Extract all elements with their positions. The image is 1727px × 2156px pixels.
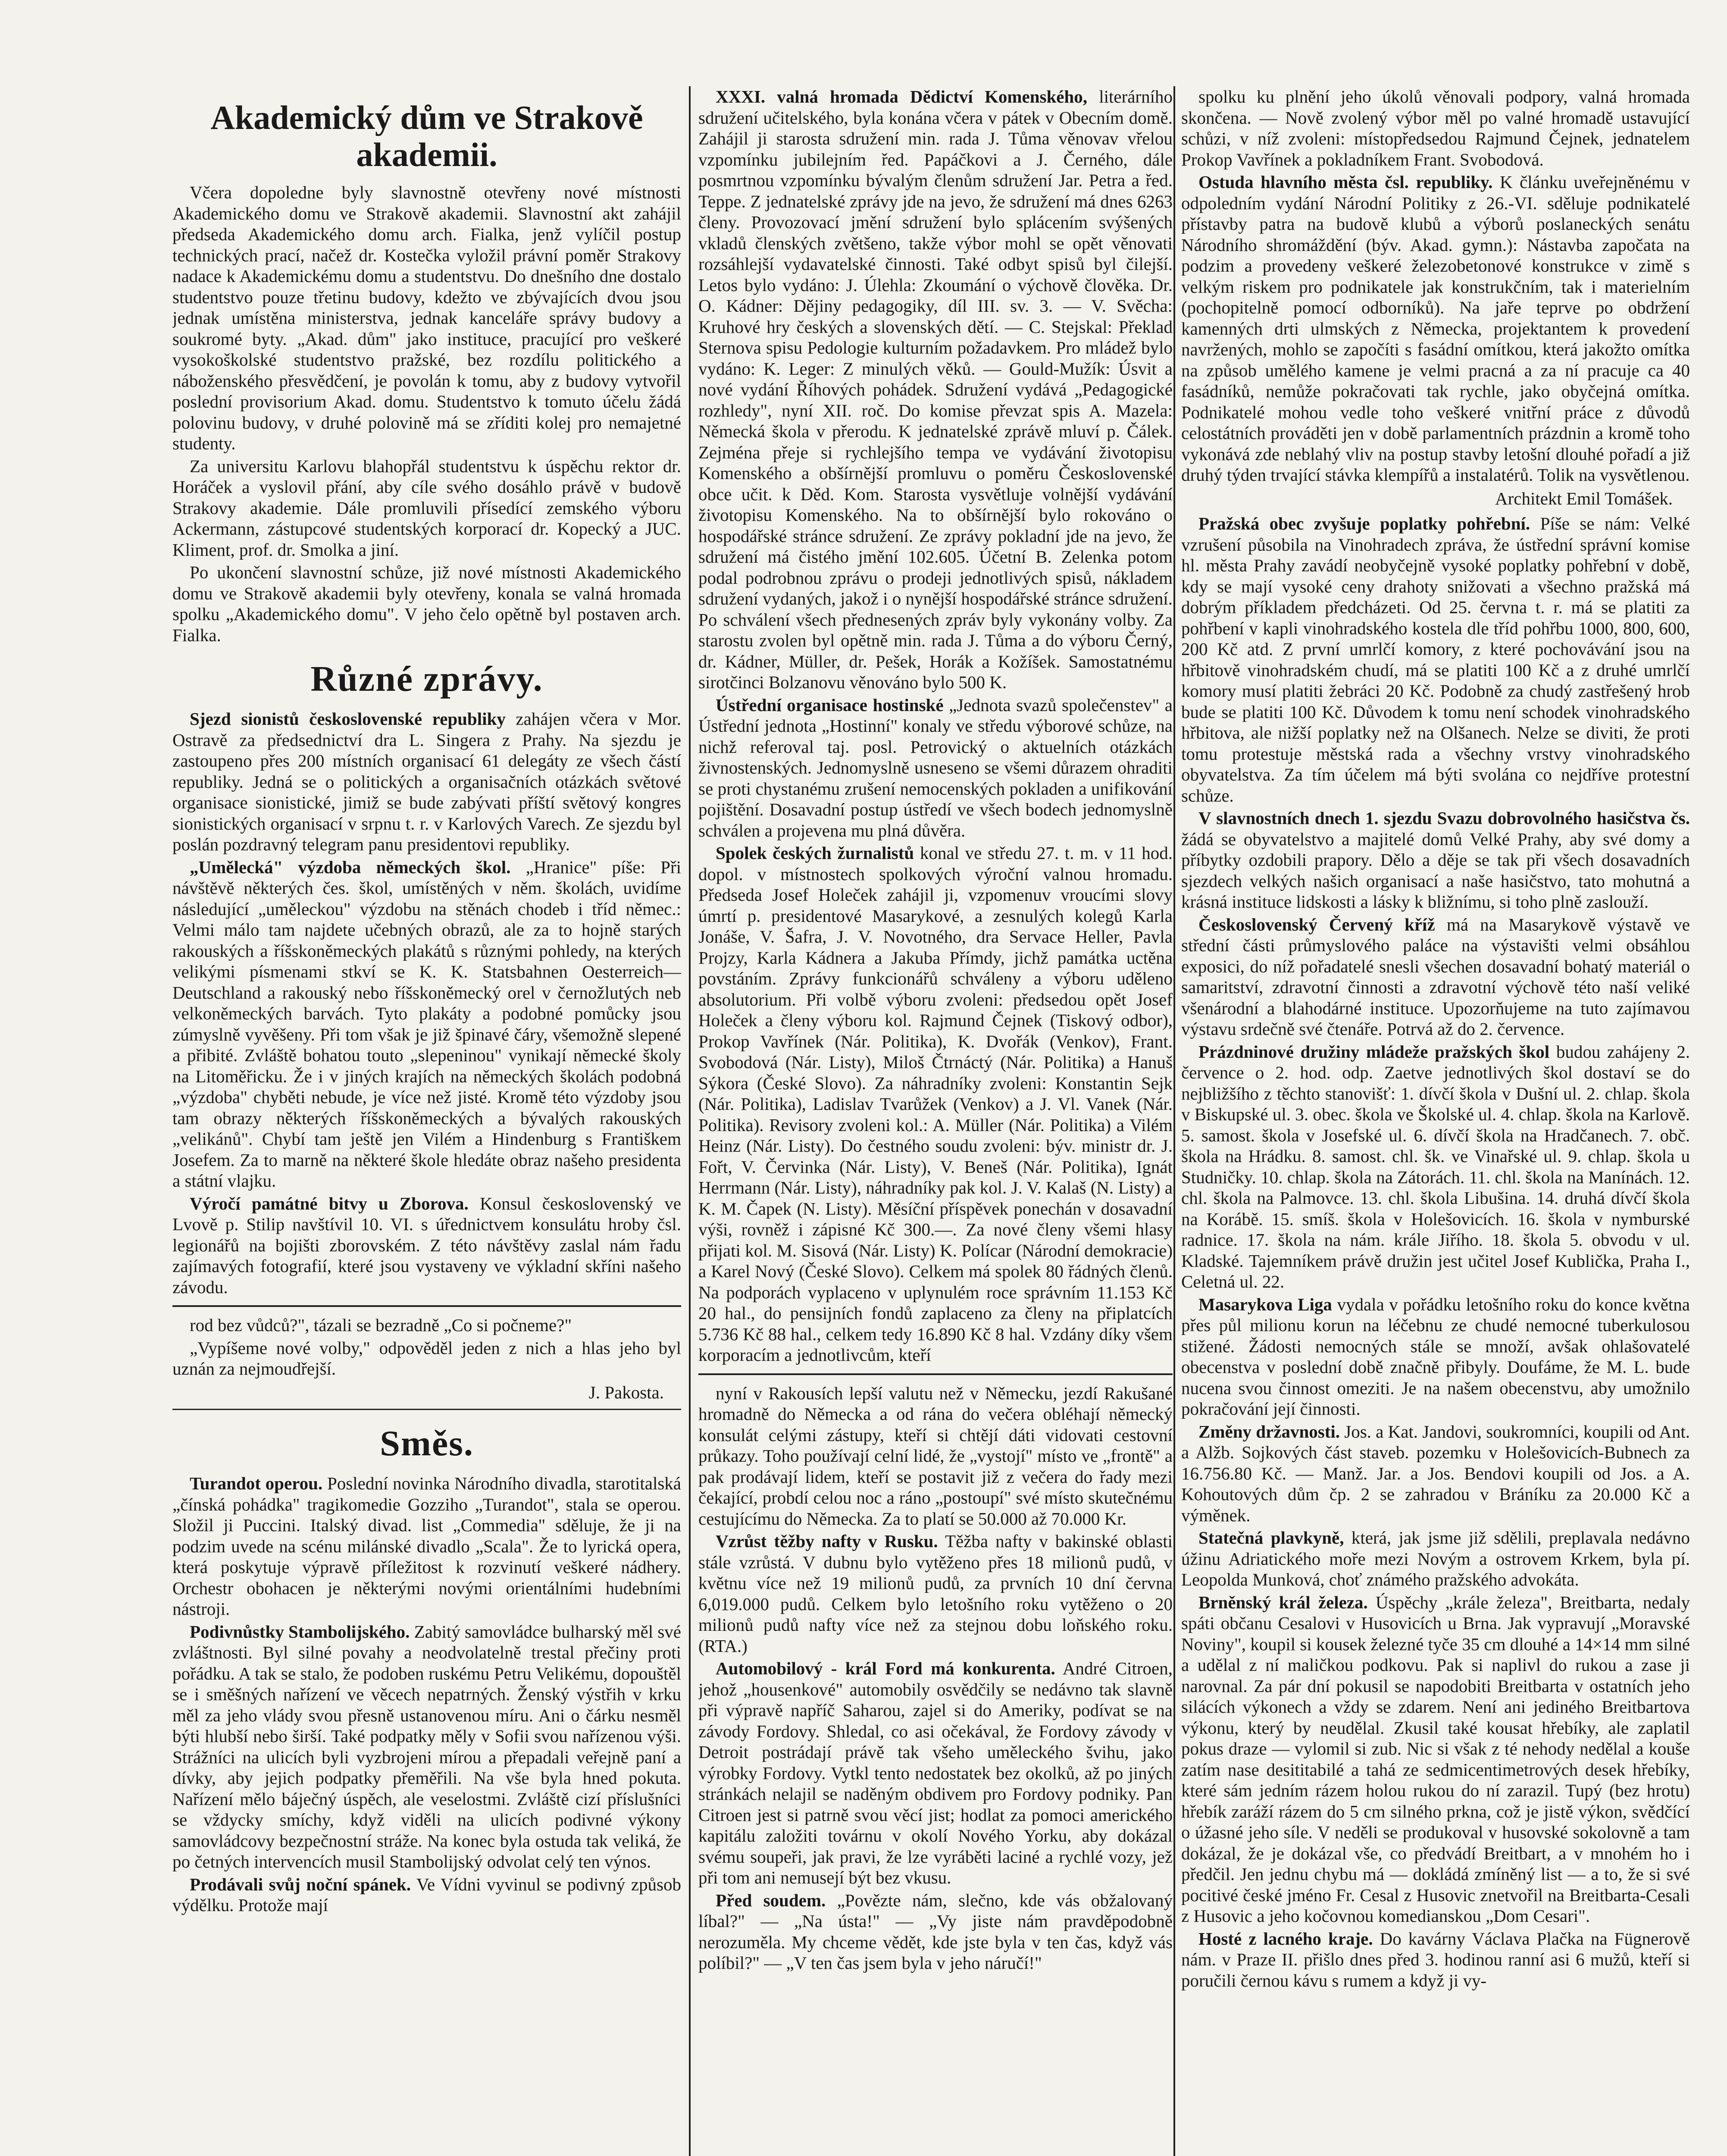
paragraph: Výročí památné bitvy u Zborova. Konsul československý ve Lvově p. Stilip navštívil 10. VI. s úřednictvem konsulátu hroby čsl. legionářů na bojišti zborovském. Z této návštěvy zaslal nám řadu zajímavých fotografií, které jsou vystaveny ve výkladní skříni našeho závodu. [172, 1193, 681, 1297]
paragraph: nyní v Rakousích lepší valutu než v Německu, jezdí Rakušané hromadně do Německa a od rána do večera obléhají německý konsulát celými zástupy, kteří si chtějí dáti vidovati cestovní průkazy. Toho používají celní lidé, že „vystojí" místo ve „frontě" a pak prodávají lidem, kteří se postavit již z večera do řady mezi čekající, probdí celou noc a ráno „postoupí" své místo skutečnému cestujícímu do Německa. Za to platí se 50.000 až 70.000 Kr. [698, 1383, 1173, 1529]
paragraph: Před soudem. „Povězte nám, slečno, kde vás obžalovaný líbal?" — „Na ústa!" — „Vy jiste nám pravděpodobně nerozuměla. My chceme vědět, kde jste byla v ten čas, když vás políbil?" — „V ten čas jsem byla v jeho náručí!" [698, 1890, 1173, 1973]
item-lead: Prodávali svůj noční spánek. [190, 1874, 411, 1894]
item-lead: Automobilový - král Ford má konkurenta. [716, 1658, 1055, 1678]
item-lead: Sjezd sionistů československé republiky [190, 709, 506, 729]
paragraph: spolku ku plnění jeho úkolů věnovali podpory, valná hromada skončena. — Nově zvolený výbor měl po valné hromadě ustavující schůzi, v níž zvoleni: místopředsedou Rajmund Čejnek, jednatelem Prokop Vavřínek a pokladníkem Frant. Svobodová. [1181, 87, 1690, 169]
paragraph: Vzrůst těžby nafty v Rusku. Těžba nafty v bakinské oblasti stále vzrůstá. V dubnu bylo vytěženo přes 18 milionů pudů, v květnu více než 19 milionů pudů, za prvních 10 dní června 6,019.000 pudů. Celkem bylo letošního roku vytěženo o 20 milionů pudů nafty více než za stejnou dobu loňského roku. (RTA.) [698, 1531, 1173, 1656]
paragraph: Za universitu Karlovu blahopřál studentstvu k úspěchu rektor dr. Horáček a vyslovil přání, aby cíle svého dosáhlo právě v budově Strakovy akademie. Dále promluvili přísedící zemského výboru Ackermann, zástupcové studentských korporací dr. Kopecký a JUC. Kliment, prof. dr. Smolka a jiní. [172, 456, 681, 560]
section-heading: Směs. [380, 1423, 474, 1463]
paragraph: V slavnostních dnech 1. sjezdu Svazu dobrovolného hasičstva čs. žádá se obyvatelstvo a majitelé domů Velké Prahy, aby své domy a příbytky ozdobili prapory. Dělo a děje se tak při všech dosavadních sjezdech velkých našich organisací a naše hasičstvo, tato mohutná a krásná instituce lidskosti a lásky k bližnímu, si toho plně zaslouží. [1181, 808, 1690, 912]
signature: J. Pakosta. [588, 1382, 664, 1402]
paragraph: Brněnský král železa. Úspěchy „krále železa", Breitbarta, nedaly spáti občanu Cesalovi v Husovicích u Brna. Jak vypravují „Moravské Noviny", koupil si kousek železné tyče 35 cm dlouhé a 14×14 mm silné a udělal z ní maličkou podkovu. Pak si naplivl do rukou a zase ji narovnal. Za pár dní pokusil se napodobiti Breitbarta v ostatních jeho silácích výkonech a vždy se zdarem. Není ani jediného Breitbartova výkonu, který by neudělal. Zkusil také kousat hřebíky, ale zaplatil pokus draze — vylomil si zub. Nic si však z té nehody nedělal a kouše zatím nase desititabilé a tahá ze sedmicentimetrových desek hřebíky, které sám jedním rázem holou rukou do ní zarazil. Tupý (bez hrotu) hřebík zaráží rázem do 5 cm silného prkna, což je jistě výkon, svědčící o úžasné jeho síle. V neděli se produkoval v husovské sokolovně a tam dokázal, že je dokázal vše, co předvádí Breitbart, a v mnohém ho i předčil. Jen jednu chybu má — dokládá zmíněný list — a to, že si své pocitivé české jméno Fr. Cesal z Husovic znetvořil na Breitbarta-Cesali z Husovic a jeho kočovnou komedianskou „Dom Cesari". [1181, 1592, 1690, 1926]
paragraph: Pražská obec zvyšuje poplatky pohřební. Píše se nám: Velké vzrušení působila na Vinohradech zpráva, že ústřední správní komise hl. města Prahy zavádí neobyčejně vysoké poplatky pohřební v době, kdy se mají vysoké ceny drahoty snižovati a všechno pražská má dobrým příkladem předcházeti. Od 25. června t. r. má se platiti za pohřbení v kapli vinohradského kostela dle tříd pohřbu 1000, 800, 600, 200 Kč atd. Z první umrlčí komory, z které pochovávání jsou na hřbitově vinohradském chudí, má se platiti 100 Kč a z druhé umrlčí komory musí platiti žebráci 20 Kč. Podobně za chudý zastřešený hrob bude se platiti 100 Kč. Důvodem k tomu není schodek vinohradského hřbitova, ale nižší poplatky než na Olšanech. Nelze se diviti, že proti tomu protestuje městská rada a všechny vrstvy vinohradského obyvatelstva. Za tím účelem má býti svolána co nejdříve protestní schůze. [1181, 514, 1690, 805]
item-lead: Před soudem. [716, 1890, 826, 1910]
item-lead: Statečná plavkyně, [1198, 1528, 1344, 1548]
paragraph: Automobilový - král Ford má konkurenta. André Citroen, jehož „housenkové" automobily osvědčily se nedávno tak slavně při výpravě napříč Saharou, zajel si do Ameriky, podívat se na závody Fordovy. Shledal, co asi očekával, že Fordovy závody v Detroit postrádají právě tak všeho uměleckého švihu, jako výrobky Fordovy. Vytkl tento nedostatek bez okolků, až po jiných stránkách nelajil se naděným obdivem pro Fordovy podniky. Pan Citroen jest si patrně svou věcí jist; hodlat za pomoci amerického kapitálu založiti továrnu v okolí Nového Yorku, aby dokázal svému soupeři, jak pravi, že lze vyráběti laciné a rychlé vozy, jež při tom ani nemusejí být bez vkusu. [698, 1658, 1173, 1887]
item-lead: Masarykova Liga [1198, 1294, 1332, 1314]
item-lead: Výročí památné bitvy u Zborova. [190, 1193, 469, 1213]
item-lead: Brněnský král železa. [1198, 1592, 1368, 1612]
item-lead: Ústřední organisace hostinské [716, 695, 944, 715]
paragraph: Podivnůstky Stambolijského. Zabitý samovládce bulharský měl své zvláštnosti. Byl silné povahy a neodvolatelně trestal přečiny proti pořádku. A tak se stalo, že podoben ruskému Petru Velikému, dopouštěl se i směšných nařízení ve věcech nepatrných. Ženský výstřih v krku měl za jeho vlády svou přesně ustanovenou míru. Ani o čárku nesměl býti hlubší nebo širší. Také podpatky měly v Sofii svou nařízenou výši. Strážníci na ulicích byli vyzbrojeni mírou a přepadali veřejně paní a dívky, aby jejich podpatky přeměřili. Na vše byla hned pokuta. Nařízení mělo báječný úspěch, ale veselostmi. Zvláště cizí příslušníci se vždycky smíchy, když viděli na ulicích podivné výkony samovládcovy bezpečnostní stráže. Na konec byla ostuda tak veliká, že po četných intervencích musil Stambolijský odvolat celý ten výnos. [172, 1621, 681, 1871]
item-lead: Podivnůstky Stambolijského. [190, 1621, 410, 1642]
article-headline: Akademický dům ve Strakově akademii. [210, 99, 643, 173]
section-heading: Různé zprávy. [310, 659, 543, 699]
paragraph: Prodávali svůj noční spánek. Ve Vídni vyvinul se podivný způsob výdělku. Protože mají [172, 1874, 681, 1915]
item-lead: Pražská obec zvyšuje poplatky pohřební. [1198, 514, 1530, 533]
item-lead: V slavnostních dnech 1. sjezdu Svazu dobrovolného hasičstva čs. [1198, 808, 1690, 828]
paragraph: XXXI. valná hromada Dědictví Komenského, literárního sdružení učitelského, byla konána včera v pátek v Obecním domě. Zahájil ji starosta sdružení min. rada J. Tůma věnovav vřelou vzpomínku jubilejním řed. Papáčkovi a J. Černého, dále posmrtnou vzpomínku bývalým členům sdružení Jar. Petra a řed. Teppe. Z jednatelské zprávy jde na jevo, že sdružení má dnes 6263 členy. Provozovací jmění sdružení bylo splácením svýšených vkladů členských zvětšeno, takže výbor mohl se opět věnovati rozsáhlejší vydavatelské činnosti. Také odbyt spisů byl čilejší. Letos bylo vydáno: J. Úlehla: Zkoumání o výchově člověka. Dr. O. Kádner: Dějiny pedagogiky, díl III. sv. 3. — V. Svěcha: Kruhové hry českých a slovenských dětí. — C. Stejskal: Překlad Sternova spisu Pedologie kulturním požadavkem. Pro mládež bylo vydáno: K. Leger: Z minulých věků. — Gould-Mužík: Úsvit a nové vydání Říhových pohádek. Sdružení vydává „Pedagogické rozhledy", nyní XII. roč. Do komise převzat spis A. Mazela: Německá škola v přerodu. K jednatelské zprávě mluví p. Čálek. Zejména přeje si rychlejšího tempa ve vydávání životopisu Komenského a obšírnější promluvu o poměru Československé obce učit. k Děd. Kom. Starosta vysvětluje volnější vydávání životopisu Komenského. Na to obšírnější bylo rokováno o hospodářské stránce sdružení. Ze zprávy pokladní jde na jevo, že sdružení má čistého jmění 102.605. Účetní B. Zelenka potom podal podrobnou zprávu o prodeji jednotlivých spisů, nákladem sdružení vydaných, jakož i o nynější hospodářské stránce sdružení. Po schválení všech přednesených zpráv byly vykonány volby. Za starostu zvolen byl opětně min. rada J. Tůma a do výboru Černý, dr. Kádner, Müller, dr. Pešek, Horák a Kožíšek. Samostatnému sirotčinci Bolzanovu věnováno bylo 500 K. [698, 87, 1173, 692]
item-lead: Ostuda hlavního města čsl. republiky. [1198, 172, 1493, 192]
paragraph: Změny državnosti. Jos. a Kat. Jandovi, soukromníci, koupili od Ant. a Alžb. Sojkových část staveb. pozemku v Holešovicích-Bubnech za 16.756.80 Kč. — Manž. Jar. a Jos. Bendovi koupili od Jos. a A. Kohoutových dům čp. 2 se zahradou v Bráníku za 20.000 Kč a výměnek. [1181, 1421, 1690, 1525]
item-lead: Změny državnosti. [1198, 1421, 1340, 1442]
paragraph: Statečná plavkyně, která, jak jsme již sdělili, preplavala nedávno úžinu Adriatického moře mezi Novým a ostrovem Krkem, byla pí. Leopolda Munková, choť známého pražského advokáta. [1181, 1528, 1690, 1589]
item-lead: „Umělecká" výzdoba německých škol. [190, 857, 511, 877]
paragraph: „Umělecká" výzdoba německých škol. „Hranice" píše: Při návštěvě některých čes. škol, umístěných v něm. školách, uvidíme následující „uměleckou" výzdobu na stěnách chodeb i tříd němec.: Velmi málo tam najdete učebných obrazů, ale za to hojně starých rakouských a říšskoněmeckých plakátů s různými pohledy, na kterých velikými písmenami stkví se K. K. Statsbahnen Oesterreich—Deutschland a rakouský nebo říšskoněmecký orel v černožlutých neb velkoněmeckých barvách. Tyto plakáty a podobné pomůcky jsou zúmyslně vyvěšeny. Při tom však je již špinavé čáry, všemožně slepené a přibité. Zvláště bohatou touto „slepeninou" vynikají německé školy na Litoměřicku. Že i v jiných krajích na německých školách podobná „výzdoba" chyběti nebude, je více než jisté. Kromě této výzdoby jsou tam obrazy některých říšskoněmeckých a bývalých rakouských „velikánů". Chybí tam ještě jen Vilém a Hindenburg s Františkem Josefem. Za to marně na některé škole hledáte obraz našeho presidenta a státní vlajku. [172, 857, 681, 1191]
paragraph: „Vypíšeme nové volby," odpověděl jeden z nich a hlas jeho byl uznán za nejmoudřejší. [172, 1338, 681, 1379]
paragraph: Hosté z lacného kraje. Do kavárny Václava Plačka na Fügnerově nám. v Praze II. přišlo dnes před 3. hodinou ranní asi 6 mužů, kteří si poručili černou kávu s rumem a když ji vy- [1181, 1928, 1690, 1990]
paragraph: Ostuda hlavního města čsl. republiky. K článku uveřejněnému v odpoledním vydání Národní Politiky z 26.-VI. sděluje podnikatelé přístavby patra na budově klubů a výborů poslaneckých senátu Národního shromáždění (býv. Akad. gymn.): Nástavba započata na podzim a provedeny veškeré železobetonové konstrukce v zimě s velkým riskem pro podnikatele jak konstrukčním, tak i materielním (pochopitelně pomocí odborníků). Na jaře teprve po obdržení kamenných drti ulmských z Německa, projektantem k provedení navržených, mohlo se započíti s fasádní omítkou, která jakožto omítka na způsob umělého kamene je velmi pracná a za ní pracuje ca 40 fasádníků, nemůže pokračovati tak rychle, jako obyčejná omítka. Podnikatelé mohou vedle toho veškeré vnitřní práce z důvodů celostátních prováděti jen v době parlamentních prázdnin a kromě toho vykonává zde neblahý vliv na postup stavby letošní dlouhé pořadí a již druhý týden trvající stávka klempířů a instalatérů. Tolik na vysvětlenou. [1181, 172, 1690, 485]
divider [698, 1373, 1173, 1375]
paragraph: Prázdninové družiny mládeže pražských škol budou zahájeny 2. července o 2. hod. odp. Zaetve jednotlivých škol dostaví se do nejbližšího z těchto stanovišť: 1. dívčí škola v Dušní ul. 2. chlap. škola v Biskupské ul. 3. obec. škola ve Školské ul. 4. chlap. škola na Karlově. 5. samost. škola v Josefské ul. 6. dívčí škola na Hradčanech. 7. obč. škola na Hrádku. 8. samost. chl. šk. ve Vinařské ul. 9. chlap. škola u Studničky. 10. chlap. škola na Zátorách. 11. chl. škola na Manínách. 12. chl. škola na Palmovce. 13. chl. škola Libušina. 14. druhá dívčí škola na Korábě. 15. smíš. škola v Holešovicích. 16. škola v nymburské radnice. 17. škola na nám. krále Jiřího. 18. škola 5. obvodu v ul. Kladské. Tajemníkem právě družin jest učitel Josef Kublička, Praha I., Celetná ul. 22. [1181, 1041, 1690, 1291]
paragraph: Včera dopoledne byly slavnostně otevřeny nové místnosti Akademického domu ve Strakově akademii. Slavnostní akt zahájil předseda Akademického domu arch. Fialka, jenž vylíčil postup technických prací, načež dr. Kostečka vyložil právní poměr Strakovy nadace k Akademickému domu a studentstvu. Do dnešního dne dostalo studentstvo pouze třetinu budovy, kdežto ve zbývajících dvou jsou jednak umístěna ministerstva, jednak kanceláře správy budovy a soukromé byty. „Akad. dům" jako instituce, pracující pro veškeré vysokoškolské studentstvo pražské, bez rozdílu politického a náboženského přesvědčení, je povolán k tomu, aby z budovy vytvořil poslední provisorium Akad. domu. Studentstvo k tomuto účelu žádá polovinu budovy, v druhé polovině má se zříditi kolej pro nemajetné studenty. [172, 182, 681, 453]
item-lead: XXXI. valná hromada Dědictví Komenského, [716, 87, 1088, 107]
column-1 [172, 86, 681, 2156]
item-lead: Prázdninové družiny mládeže pražských škol [1198, 1041, 1550, 1062]
item-lead: Hosté z lacného kraje. [1198, 1928, 1373, 1949]
paragraph: rod bez vůdců?", tázali se bezradně „Co si počneme?" [190, 1315, 572, 1335]
item-lead: Turandot operou. [190, 1473, 323, 1493]
column-2 [698, 86, 1173, 2156]
item-lead: Československý Červený kříž [1198, 914, 1435, 934]
paragraph: Po ukončení slavnostní schůze, již nové místnosti Akademického domu ve Strakově akademii byly otevřeny, konala se valná hromada spolku „Akademického domu". V jeho čelo opětně byl postaven arch. Fialka. [172, 562, 681, 645]
column-3 [1181, 86, 1690, 2156]
item-lead: Spolek českých žurnalistů [716, 843, 914, 863]
paragraph: Spolek českých žurnalistů konal ve středu 27. t. m. v 11 hod. dopol. v místnostech spolkových výroční valnou hromadu. Předseda Josef Holeček zahájil ji, vzpomenuv vroucími slovy úmrtí p. presidentové Masarykové, a zesnulých kolegů Karla Jonáše, V. Šafra, J. V. Novotného, dra Servace Heller, Pavla Projzy, Karla Kádnera a Jakuba Přímdy, jichž památka uctěna povstáním. Zprávy funkcionářů schváleny a výboru uděleno absolutorium. Při volbě výboru zvoleni: předsedou opět Josef Holeček a členy výboru kol. Rajmund Čejnek (Tiskový odbor), Prokop Vavřínek (Nár. Politika), K. Dvořák (Venkov), Frant. Svobodová (Nár. Listy), Miloš Čtrnáctý (Nár. Politika) a Hanuš Sýkora (České Slovo). Za náhradníky zvoleni: Konstantin Sejk (Nár. Politika), Ladislav Tvarůžek (Venkov) a J. Vl. Vanek (Nár. Politika). Revisory zvoleni kol.: A. Müller (Nár. Politika) a Vilém Heinz (Nár. Listy). Do čestného soudu zvoleni: býv. ministr dr. J. Fořt, V. Červinka (Nár. Listy), V. Beneš (Nár. Politika), Ignát Herrmann (Nár. Listy), náhradníky pak kol. J. V. Kalaš (N. Listy) a K. M. Čapek (N. Listy). Měsíční příspěvek ponechán v dosavadní výši, rovněž i zápisné Kč 300.—. Za nové členy všemi hlasy přijati kol. M. Sisová (Nár. Listy) K. Polícar (Národní demokracie) a Karel Nový (České Slovo). Celkem má spolek 80 řádných členů. Na podporách vyplaceno v uplynulém roce správním 11.153 Kč 20 hal., do pensijních fondů zaplaceno za členy na připlatcích 5.736 Kč 88 hal., celkem tedy 16.890 Kč 8 hal. Vzdány díky všem korporacím a jednotlivcům, kteří [698, 843, 1173, 1365]
item-lead: Vzrůst těžby nafty v Rusku. [716, 1531, 938, 1551]
column-rule [689, 86, 691, 2156]
paragraph: Masarykova Liga vydala v pořádku letošního roku do konce května přes půl milionu korun na léčebnu ze chudé nemocné tuberkulosou stižené. Žádosti nemocných stále se množí, avšak ohlašovatelé obecenstva v poslední době značně přibyly. Doufáme, že M. L. bude nucena svou činnost omeziti. Je na našem obecenstvu, aby umožnilo pokračování její činnosti. [1181, 1294, 1690, 1419]
signature: Architekt Emil Tomášek. [1495, 488, 1673, 508]
paragraph: Ústřední organisace hostinské „Jednota svazů společenstev" a Ústřední jednota „Hostinní" konaly ve středu výborové schůze, na nichž referoval taj. posl. Petrovický o aktuelních otázkách živnostenských. Jednomyslně usneseno se všemi důrazem ohraditi se proti chystanému zrušení nemocenských pokladen a unifikování pojištění. Dosavadní postup ústředí ve všech bodech jednomyslně schválen a projevena mu plná důvěra. [698, 695, 1173, 840]
column-rule [1173, 86, 1175, 2156]
divider [172, 1305, 681, 1307]
divider [172, 1409, 681, 1410]
paragraph: Československý Červený kříž má na Masarykově výstavě ve střední části průmyslového paláce na výstavišti velmi obsáhlou exposici, do níž pořadatelé snesli všechen dosavadní bohatý materiál o samaritství, zdravotní činnosti a zdravotní výchově této naší veliké všenárodní a blahodárné instituce. Upozorňujeme na tuto zajímavou výstavu srdečně své čtenáře. Potrvá až do 2. července. [1181, 914, 1690, 1039]
paragraph: Sjezd sionistů československé republiky zahájen včera v Mor. Ostravě za předsednictví dra L. Singera z Prahy. Na sjezdu je zastoupeno přes 200 místních organisací 61 delegáty ze všech částí republiky. Jedná se o politických a organisačních otázkách světové organisace sionistické, jimiž se bude zabývati příští světový kongres sionistických organisací v srpnu t. r. v Karlových Varech. Ze sjezdu byl poslán pozdravný telegram panu presidentovi republiky. [172, 709, 681, 854]
paragraph: Turandot operou. Poslední novinka Národního divadla, starotitalská „čínská pohádka" tragikomedie Gozziho „Turandot", stala se operou. Složil ji Puccini. Italský divad. list „Commedia" sděluje, že ji na podzim uvede na scénu milánské divadlo „Scala". Že to lyrická opera, která poskytuje výpravě příležitost k rozvinutí veškeré nádhery. Orchestr obohacen je některými novými orientálními hudebními nástroji. [172, 1473, 681, 1619]
